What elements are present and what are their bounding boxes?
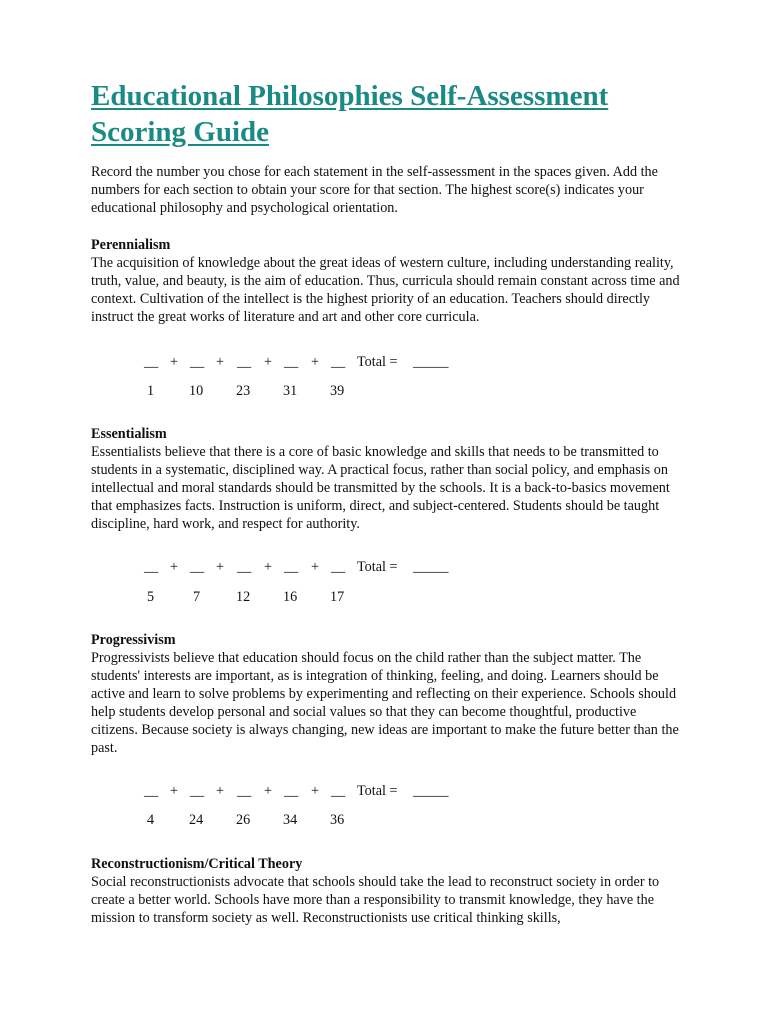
item-number: 5	[147, 589, 155, 605]
item-number: 36	[330, 812, 345, 828]
item-number: 26	[236, 812, 251, 828]
intro-paragraph: Record the number you chose for each statement in the self-assessment in the spaces given. Add the numbers for each section to obtain your score for that section. The highest score(s) indicates your educational philosophy and psychological orientation.	[91, 164, 658, 216]
item-number: 31	[283, 383, 298, 399]
score-blank[interactable]: __	[284, 354, 299, 370]
plus-sign: +	[264, 559, 273, 575]
item-numbers-essentialism	[0, 588, 768, 606]
total-label: Total =	[357, 783, 398, 799]
plus-sign: +	[216, 783, 225, 799]
section-text-essentialism: Essentialists believe that there is a core of basic knowledge and skills that needs to be transmitted to students in a systematic, disciplined way. A practical focus, rather than social policy, and emphasis on intellectual and moral standards should be transmitted by the schools. It is a back-to-basics movement that emphasizes facts. Instruction is uniform, direct, and subject-centered. Students should be taught discipline, hard work, and respect for authority.	[91, 444, 670, 532]
plus-sign: +	[216, 354, 225, 370]
score-blank[interactable]: __	[284, 559, 299, 575]
score-blank[interactable]: __	[237, 559, 252, 575]
section-heading-reconstructionism: Reconstructionism/Critical Theory	[91, 856, 303, 872]
section-text-progressivism: Progressivists believe that education should focus on the child rather than the subject matter. The students' interests are important, as is integration of thinking, feeling, and doing. Learners should be active and learn to solve problems by experimenting and reflecting on their experience. Schools should help students develop personal and social values so that they can become thoughtful, productive citizens. Because society is always changing, new ideas are important to make the future better than the past.	[91, 650, 679, 756]
score-blank[interactable]: __	[284, 783, 299, 799]
item-number: 17	[330, 589, 345, 605]
score-blank[interactable]: __	[331, 559, 346, 575]
plus-sign: +	[264, 783, 273, 799]
page-title: Educational Philosophies Self-Assessment Scoring Guide	[91, 80, 609, 148]
item-number: 39	[330, 383, 345, 399]
item-number: 16	[283, 589, 298, 605]
plus-sign: +	[170, 354, 179, 370]
total-blank[interactable]: _____	[413, 783, 449, 799]
plus-sign: +	[216, 559, 225, 575]
plus-sign: +	[311, 783, 320, 799]
score-blank[interactable]: __	[190, 783, 205, 799]
item-number: 12	[236, 589, 251, 605]
item-number: 1	[147, 383, 155, 399]
item-numbers-perennialism	[0, 382, 768, 400]
item-number: 23	[236, 383, 251, 399]
item-number: 34	[283, 812, 298, 828]
score-blank[interactable]: __	[190, 354, 205, 370]
score-blank[interactable]: __	[144, 559, 159, 575]
item-numbers-progressivism	[0, 811, 768, 829]
score-blank[interactable]: __	[331, 783, 346, 799]
item-number: 24	[189, 812, 204, 828]
item-number: 4	[147, 812, 155, 828]
score-blank[interactable]: __	[237, 354, 252, 370]
score-blank[interactable]: __	[237, 783, 252, 799]
total-label: Total =	[357, 354, 398, 370]
plus-sign: +	[170, 559, 179, 575]
section-text-perennialism: The acquisition of knowledge about the great ideas of western culture, including understanding reality, truth, value, and beauty, is the aim of education. Thus, curricula should remain constant across time and context. Cultivation of the intellect is the highest priority of an education. Teachers should directly instruct the great works of literature and art and other core curricula.	[91, 255, 680, 325]
plus-sign: +	[264, 354, 273, 370]
total-label: Total =	[357, 559, 398, 575]
section-heading-essentialism: Essentialism	[91, 426, 167, 442]
plus-sign: +	[170, 783, 179, 799]
section-heading-perennialism: Perennialism	[91, 237, 171, 253]
section-text-reconstructionism: Social reconstructionists advocate that schools should take the lead to reconstruct society in order to create a better world. Schools have more than a responsibility to transmit knowledge, they have the mission to transform society as well. Reconstructionists use critical thinking skills,	[91, 874, 660, 926]
section-heading-progressivism: Progressivism	[91, 632, 176, 648]
item-number: 10	[189, 383, 204, 399]
plus-sign: +	[311, 354, 320, 370]
score-blank[interactable]: __	[144, 783, 159, 799]
score-blank[interactable]: __	[144, 354, 159, 370]
plus-sign: +	[311, 559, 320, 575]
total-blank[interactable]: _____	[413, 559, 449, 575]
score-equation-essentialism	[0, 558, 768, 576]
item-number: 7	[193, 589, 201, 605]
score-equation-perennialism	[0, 353, 768, 371]
total-blank[interactable]: _____	[413, 354, 449, 370]
score-blank[interactable]: __	[331, 354, 346, 370]
score-blank[interactable]: __	[190, 559, 205, 575]
score-equation-progressivism	[0, 782, 768, 800]
